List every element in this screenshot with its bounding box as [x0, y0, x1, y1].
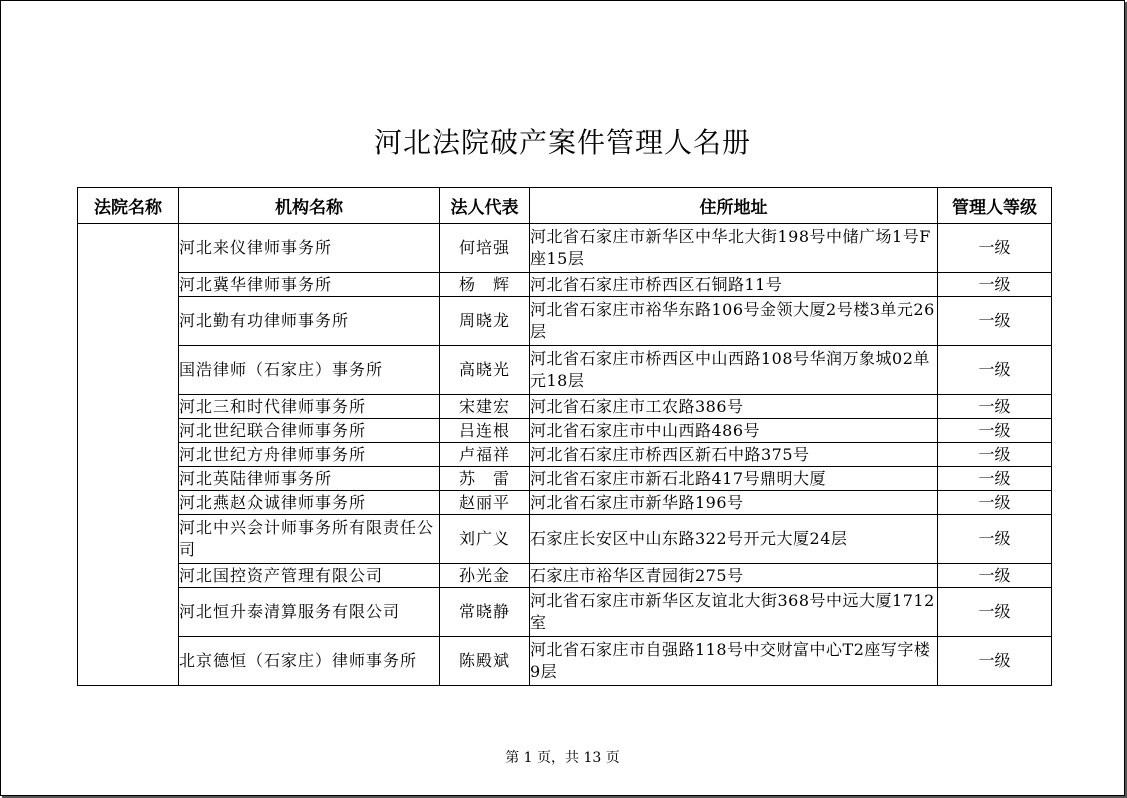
address-cell: 河北省石家庄市桥西区石铜路11号 [530, 273, 938, 297]
address-cell: 河北省石家庄市裕华东路106号金领大厦2号楼3单元26层 [530, 297, 938, 346]
table-body [78, 224, 1052, 686]
table-header [78, 188, 1052, 224]
table-row [78, 467, 1052, 491]
grade-cell: 一级 [938, 273, 1052, 297]
grade-cell: 一级 [938, 346, 1052, 395]
org-name-cell: 河北来仪律师事务所 [179, 224, 440, 273]
document-title: 河北法院破产案件管理人名册 [373, 126, 751, 159]
legal-rep-cell: 常晓静 [440, 588, 530, 637]
legal-rep-cell: 周晓龙 [440, 297, 530, 346]
grade-cell: 一级 [938, 637, 1052, 686]
legal-rep-cell: 何培强 [440, 224, 530, 273]
org-name-cell: 国浩律师（石家庄）事务所 [179, 346, 440, 395]
org-name-cell: 河北勤有功律师事务所 [179, 297, 440, 346]
address-cell: 石家庄长安区中山东路322号开元大厦24层 [530, 515, 938, 564]
grade-cell: 一级 [938, 515, 1052, 564]
table-row [78, 564, 1052, 588]
legal-rep-cell: 刘广义 [440, 515, 530, 564]
table-row [78, 395, 1052, 419]
table-row [78, 491, 1052, 515]
legal-rep-cell: 陈殿斌 [440, 637, 530, 686]
legal-rep-cell: 苏 雷 [440, 467, 530, 491]
org-name-cell: 河北中兴会计师事务所有限责任公司 [179, 515, 440, 564]
page-footer: 第 1 页，共 13 页 [505, 750, 620, 766]
table-row [78, 515, 1052, 564]
legal-rep-cell: 高晓光 [440, 346, 530, 395]
org-name-cell: 河北世纪方舟律师事务所 [179, 443, 440, 467]
address-cell: 河北省石家庄市自强路118号中交财富中心T2座写字楼9层 [530, 637, 938, 686]
address-cell: 河北省石家庄市新华区中华北大街198号中储广场1号F座15层 [530, 224, 938, 273]
header-legal-rep: 法人代表 [440, 188, 530, 224]
address-cell: 河北省石家庄市新华路196号 [530, 491, 938, 515]
header-grade: 管理人等级 [938, 188, 1052, 224]
grade-cell: 一级 [938, 395, 1052, 419]
court-name-cell [78, 224, 179, 686]
grade-cell: 一级 [938, 419, 1052, 443]
grade-cell: 一级 [938, 588, 1052, 637]
address-cell: 石家庄市裕华区青园街275号 [530, 564, 938, 588]
org-name-cell: 河北世纪联合律师事务所 [179, 419, 440, 443]
table-row [78, 637, 1052, 686]
legal-rep-cell: 宋建宏 [440, 395, 530, 419]
legal-rep-cell: 赵丽平 [440, 491, 530, 515]
table-row [78, 297, 1052, 346]
table-row [78, 588, 1052, 637]
table-row [78, 443, 1052, 467]
administrator-register-table [77, 187, 1052, 686]
table-row [78, 346, 1052, 395]
address-cell: 河北省石家庄市新华区友谊北大街368号中远大厦1712室 [530, 588, 938, 637]
header-address: 住所地址 [530, 188, 938, 224]
address-cell: 河北省石家庄市工农路386号 [530, 395, 938, 419]
legal-rep-cell: 杨 辉 [440, 273, 530, 297]
grade-cell: 一级 [938, 564, 1052, 588]
org-name-cell: 河北恒升泰清算服务有限公司 [179, 588, 440, 637]
table-row [78, 273, 1052, 297]
table-row [78, 419, 1052, 443]
address-cell: 河北省石家庄市新石北路417号鼎明大厦 [530, 467, 938, 491]
address-cell: 河北省石家庄市桥西区新石中路375号 [530, 443, 938, 467]
legal-rep-cell: 吕连根 [440, 419, 530, 443]
org-name-cell: 河北英陆律师事务所 [179, 467, 440, 491]
org-name-cell: 河北冀华律师事务所 [179, 273, 440, 297]
header-org-name: 机构名称 [179, 188, 440, 224]
address-cell: 河北省石家庄市桥西区中山西路108号华润万象城02单元18层 [530, 346, 938, 395]
legal-rep-cell: 卢福祥 [440, 443, 530, 467]
grade-cell: 一级 [938, 491, 1052, 515]
org-name-cell: 北京德恒（石家庄）律师事务所 [179, 637, 440, 686]
legal-rep-cell: 孙光金 [440, 564, 530, 588]
grade-cell: 一级 [938, 224, 1052, 273]
address-cell: 河北省石家庄市中山西路486号 [530, 419, 938, 443]
org-name-cell: 河北国控资产管理有限公司 [179, 564, 440, 588]
table-row [78, 224, 1052, 273]
org-name-cell: 河北燕赵众诚律师事务所 [179, 491, 440, 515]
grade-cell: 一级 [938, 297, 1052, 346]
grade-cell: 一级 [938, 467, 1052, 491]
org-name-cell: 河北三和时代律师事务所 [179, 395, 440, 419]
grade-cell: 一级 [938, 443, 1052, 467]
header-court-name: 法院名称 [78, 188, 179, 224]
